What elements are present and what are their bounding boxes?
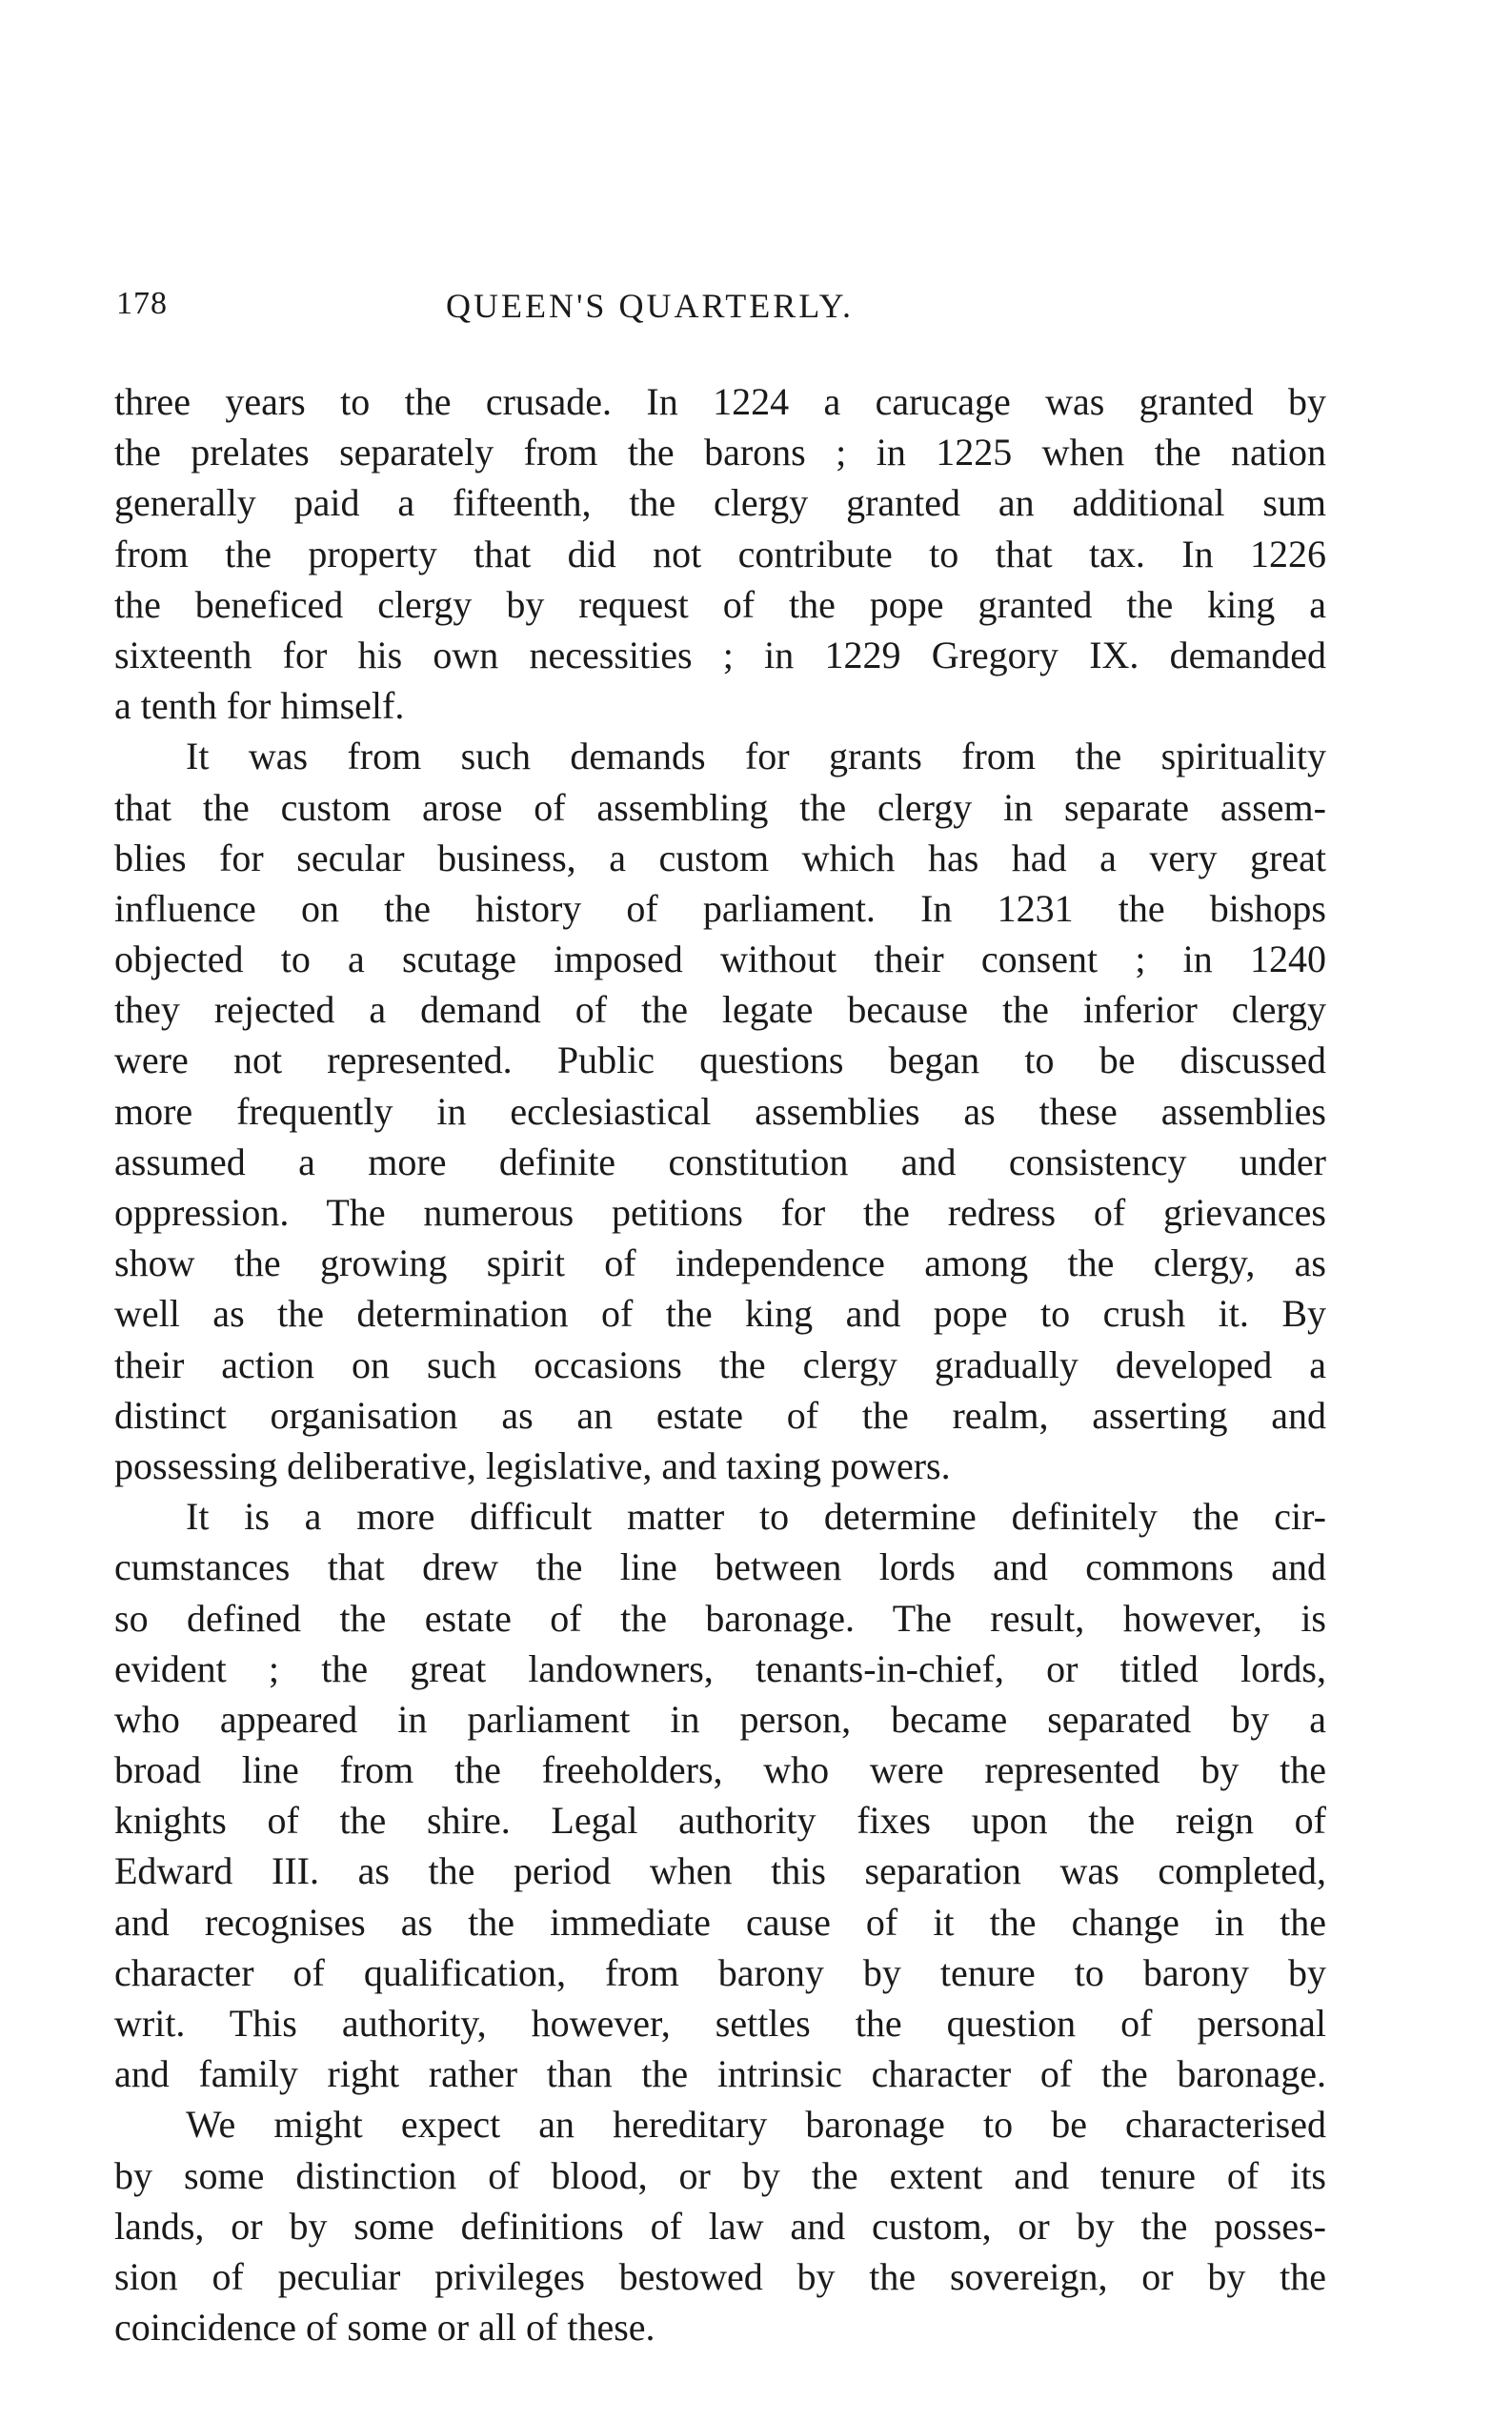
text-line: sion of peculiar privileges bestowed by the sovereign, or by the	[114, 2254, 1326, 2298]
text-line: It is a more difficult matter to determine definitely the cir-	[186, 1495, 1326, 1539]
paragraph	[114, 2099, 1326, 2352]
text-line: the prelates separately from the barons ; in 1225 when the nation	[114, 431, 1326, 474]
text-line: blies for secular business, a custom which has had a very great	[114, 836, 1326, 879]
text-line: distinct organisation as an estate of the realm, asserting and	[114, 1393, 1326, 1437]
text-line: oppression. The numerous petitions for the redress of grievances	[114, 1191, 1326, 1234]
text-line: so defined the estate of the baronage. The result, however, is	[114, 1596, 1326, 1640]
text-line: assumed a more definite constitution and consistency under	[114, 1140, 1326, 1183]
body-text	[114, 376, 1326, 2352]
text-line: cumstances that drew the line between lords and commons and	[114, 1545, 1326, 1589]
text-line: were not represented. Public questions began to be discussed	[114, 1039, 1326, 1082]
text-line: knights of the shire. Legal authority fixes upon the reign of	[114, 1799, 1326, 1843]
text-line: and family right rather than the intrinsic character of the baronage.	[114, 2052, 1326, 2096]
text-line: from the property that did not contribute to that tax. In 1226	[114, 532, 1326, 575]
text-line: their action on such occasions the clergy gradually developed a	[114, 1342, 1326, 1386]
running-head	[116, 286, 1326, 333]
text-line: broad line from the freeholders, who were represented by the	[114, 1748, 1326, 1792]
text-line: possessing deliberative, legislative, and taxing powers.	[114, 1443, 951, 1487]
text-line: We might expect an hereditary baronage to be characterised	[186, 2103, 1326, 2147]
paragraph	[114, 376, 1326, 731]
text-line: and recognises as the immediate cause of it the change in the	[114, 1900, 1326, 1944]
text-line: they rejected a demand of the legate because the inferior clergy	[114, 988, 1326, 1032]
text-line: objected to a scutage imposed without their consent ; in 1240	[114, 938, 1326, 981]
text-line: show the growing spirit of independence among the clergy, as	[114, 1241, 1326, 1285]
text-line: writ. This authority, however, settles the question of personal	[114, 2002, 1326, 2045]
text-line: who appeared in parliament in person, became separated by a	[114, 1697, 1326, 1741]
text-line: a tenth for himself.	[114, 684, 405, 728]
page-number: 178	[116, 286, 168, 321]
text-line: by some distinction of blood, or by the extent and tenure of its	[114, 2153, 1326, 2197]
journal-title: QUEEN'S QUARTERLY.	[445, 287, 855, 325]
text-line: influence on the history of parliament. In 1231 the bishops	[114, 886, 1326, 930]
text-line: character of qualification, from barony by tenure to barony by	[114, 1950, 1326, 1994]
text-line: coincidence of some or all of these.	[114, 2306, 655, 2350]
paragraph	[114, 731, 1326, 1491]
text-line: evident ; the great landowners, tenants-in-chief, or titled lords,	[114, 1646, 1326, 1690]
text-line: lands, or by some definitions of law and custom, or by the posses-	[114, 2204, 1326, 2248]
text-line: Edward III. as the period when this separation was completed,	[114, 1849, 1326, 1893]
text-line: that the custom arose of assembling the clergy in separate assem-	[114, 785, 1326, 829]
text-line: the beneficed clergy by request of the pope granted the king a	[114, 582, 1326, 626]
paragraph	[114, 1491, 1326, 2099]
text-line: three years to the crusade. In 1224 a carucage was granted by	[114, 380, 1326, 423]
text-line: well as the determination of the king and pope to crush it. By	[114, 1292, 1326, 1336]
text-line: sixteenth for his own necessities ; in 1229 Gregory IX. demanded	[114, 633, 1326, 676]
text-line: generally paid a fifteenth, the clergy granted an additional sum	[114, 481, 1326, 525]
text-line: more frequently in ecclesiastical assemblies as these assemblies	[114, 1089, 1326, 1133]
text-line: It was from such demands for grants from the spirituality	[186, 735, 1326, 778]
